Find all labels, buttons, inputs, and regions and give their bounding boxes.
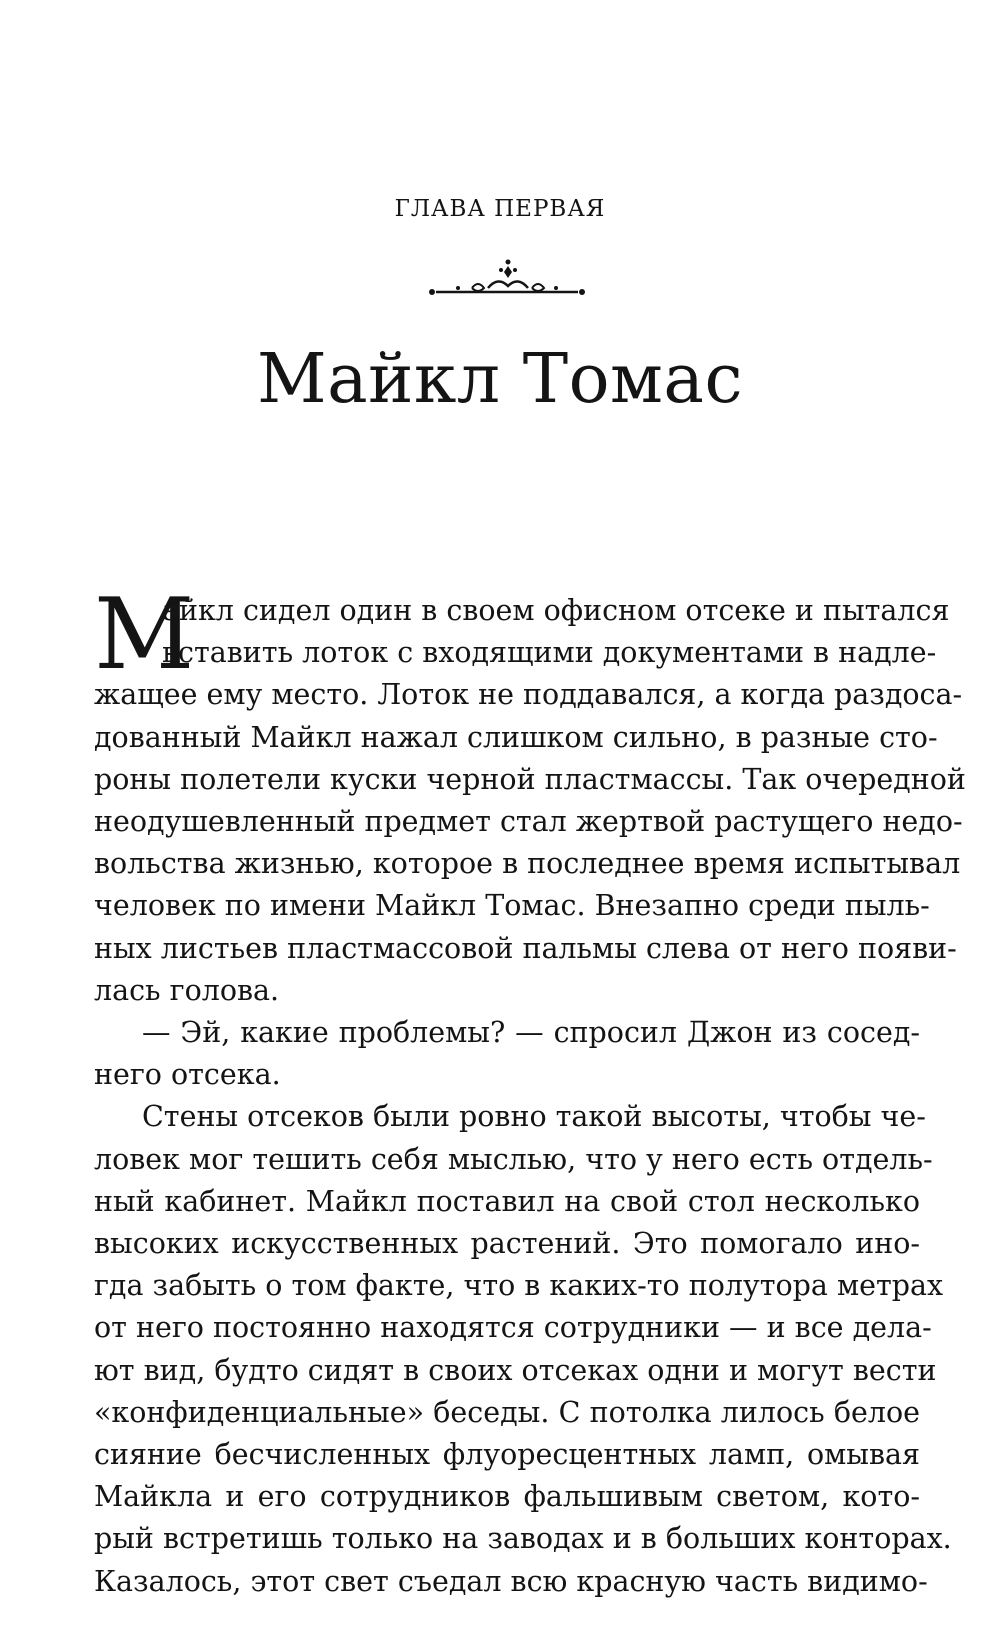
text-line: ловек мог тешить себя мыслью, что у него есть отдель- (94, 1142, 933, 1176)
text-line: ных листьев пластмассовой пальмы слева от него появи- (94, 931, 957, 965)
text-line: — Эй, какие проблемы? — спросил Джон из сосед- (142, 1016, 920, 1050)
text-line: Майкла и его сотрудников фальшивым светом, кото- (94, 1480, 920, 1514)
text-line: высоких искусственных растений. Это помогало ино- (94, 1227, 920, 1261)
text-line: вольства жизнью, которое в последнее время испытывал (94, 847, 961, 881)
text-line: от него постоянно находятся сотрудники — и все дела- (94, 1311, 932, 1345)
text-line: вставить лоток с входящими документами в надле- (162, 636, 937, 670)
text-line: ют вид, будто сидят в своих отсеках одни и могут вести (94, 1353, 937, 1387)
text-line: человек по имени Майкл Томас. Внезапно среди пыль- (94, 889, 930, 923)
text-line: сияние бесчисленных флуоресцентных ламп, омывая (94, 1438, 920, 1472)
chapter-label: ГЛАВА ПЕРВАЯ (394, 196, 606, 222)
text-line: роны полетели куски черной пластмассы. Так очередной (94, 762, 966, 796)
chapter-title: Майкл Томас (256, 340, 744, 419)
drop-cap: М (94, 578, 195, 692)
text-line: «конфиденциальные» беседы. С потолка лилось белое (94, 1395, 920, 1429)
text-line: гда забыть о том факте, что в каких-то полутора метрах (94, 1269, 944, 1303)
text-line: Казалось, этот свет съедал всю красную часть видимо- (94, 1564, 928, 1598)
text-line: лась голова. (94, 973, 280, 1007)
text-line: жащее ему место. Лоток не поддавался, а когда раздоса- (94, 678, 963, 712)
text-line: ный кабинет. Майкл поставил на свой стол несколько (94, 1184, 920, 1218)
chapter-body (94, 578, 966, 1603)
ornament-divider (428, 258, 588, 308)
text-line: Стены отсеков были ровно такой высоты, чтобы че- (142, 1100, 926, 1134)
text-line: айкл сидел один в своем офисном отсеке и пытался (162, 594, 950, 627)
text-line: него отсека. (94, 1058, 281, 1092)
text-line: неодушевленный предмет стал жертвой растущего недо- (94, 805, 963, 839)
text-line: рый встретишь только на заводах и в больших конторах. (94, 1522, 952, 1556)
text-line: дованный Майкл нажал слишком сильно, в разные сто- (94, 720, 938, 754)
